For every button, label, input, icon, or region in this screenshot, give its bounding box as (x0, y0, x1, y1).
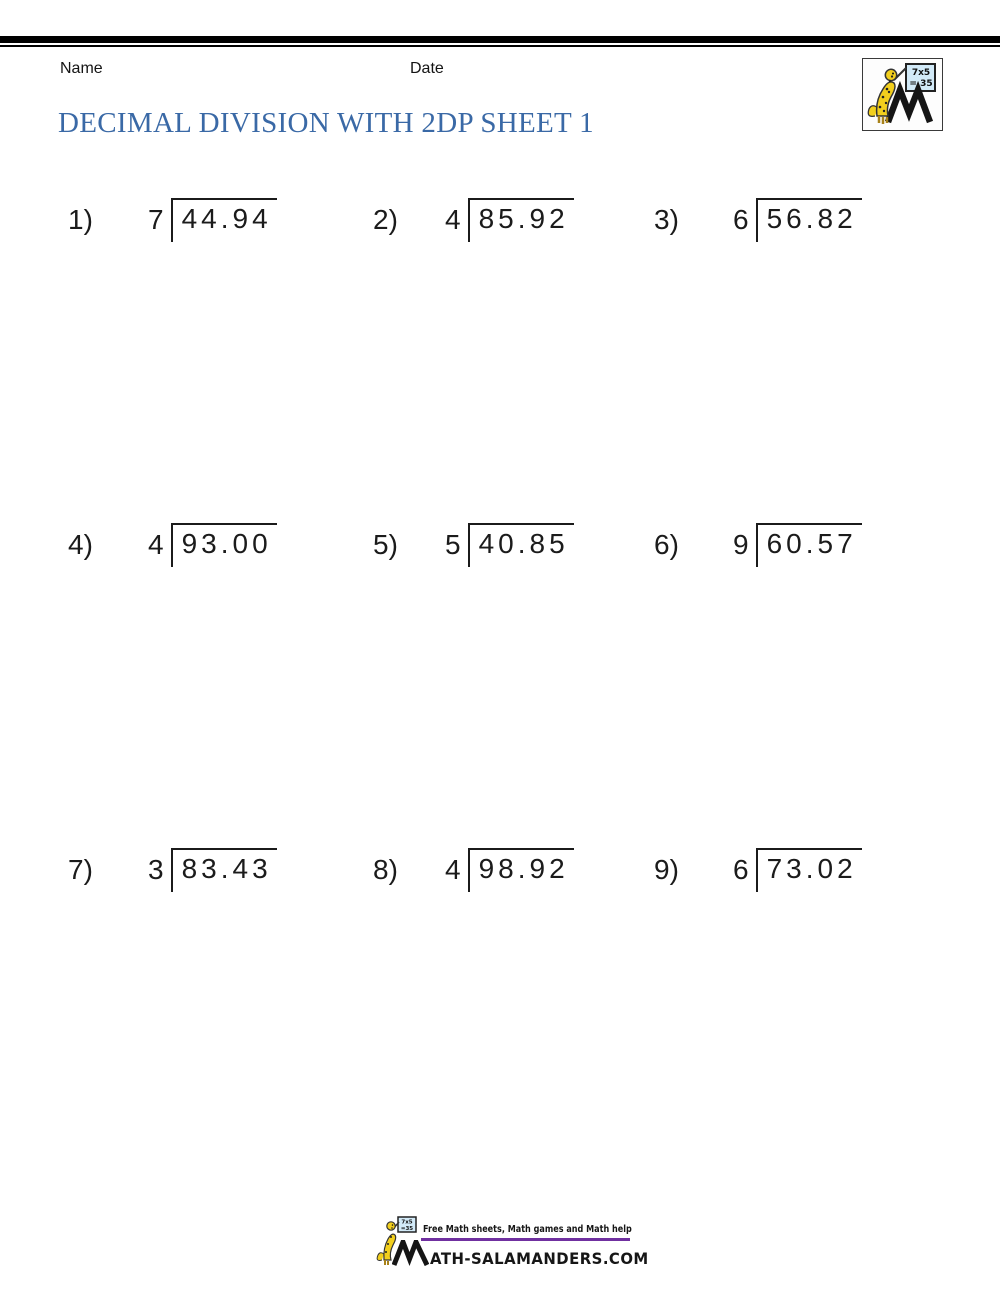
division-problem-7 (68, 848, 277, 892)
dividend: 40.85 (478, 528, 569, 559)
dividend: 93.00 (181, 528, 272, 559)
logo-m-icon (888, 90, 930, 122)
divisor: 5 (445, 529, 461, 560)
division-bracket (171, 848, 277, 892)
division-bracket (468, 848, 574, 892)
division-bracket (468, 523, 574, 567)
divisor: 4 (445, 204, 461, 235)
divisor: 6 (733, 854, 749, 885)
dividend: 73.02 (766, 853, 857, 884)
problem-number: 1) (68, 204, 93, 235)
page-title: DECIMAL DIVISION WITH 2DP SHEET 1 (58, 107, 594, 139)
divisor: 9 (733, 529, 749, 560)
problem-number: 7) (68, 854, 93, 885)
divisor: 3 (148, 854, 164, 885)
divisor: 4 (148, 529, 164, 560)
divisor: 4 (445, 854, 461, 885)
dividend: 44.94 (181, 203, 272, 234)
division-bracket (468, 198, 574, 242)
division-problem-8 (373, 848, 574, 892)
date-label: Date (410, 60, 444, 77)
division-bracket (756, 523, 862, 567)
top-rule-thick (0, 36, 1000, 43)
dividend: 85.92 (478, 203, 569, 234)
dividend: 98.92 (478, 853, 569, 884)
problem-number: 9) (654, 854, 679, 885)
problem-number: 8) (373, 854, 398, 885)
name-label: Name (60, 60, 103, 77)
salamander-chalkboard-icon (863, 59, 941, 129)
division-bracket (171, 198, 277, 242)
division-bracket (171, 523, 277, 567)
problem-number: 4) (68, 529, 93, 560)
wordmark-m-icon (392, 1240, 429, 1266)
board-text-2: = 35 (909, 79, 933, 89)
divisor: 6 (733, 204, 749, 235)
svg-text:=35: =35 (400, 1226, 414, 1232)
wordmark-text: ATH-SALAMANDERS.COM (430, 1249, 649, 1268)
footer-wordmark (392, 1240, 665, 1266)
division-problem-3 (654, 198, 862, 242)
division-problem-6 (654, 523, 862, 567)
problem-number: 3) (654, 204, 679, 235)
division-problem-5 (373, 523, 574, 567)
problem-number: 6) (654, 529, 679, 560)
division-bracket (756, 198, 862, 242)
division-problem-4 (68, 523, 277, 567)
division-bracket (756, 848, 862, 892)
svg-text:7x5: 7x5 (401, 1219, 413, 1226)
division-problem-9 (654, 848, 862, 892)
division-problem-1 (68, 198, 277, 242)
problem-number: 2) (373, 204, 398, 235)
footer-tagline: Free Math sheets, Math games and Math help (423, 1224, 632, 1235)
brand-logo (862, 58, 943, 131)
board-text-1: 7x5 (911, 68, 931, 78)
dividend: 56.82 (766, 203, 857, 234)
top-rule-thin (0, 45, 1000, 47)
problem-number: 5) (373, 529, 398, 560)
dividend: 60.57 (766, 528, 857, 559)
division-problem-2 (373, 198, 574, 242)
dividend: 83.43 (181, 853, 272, 884)
divisor: 7 (148, 204, 164, 235)
